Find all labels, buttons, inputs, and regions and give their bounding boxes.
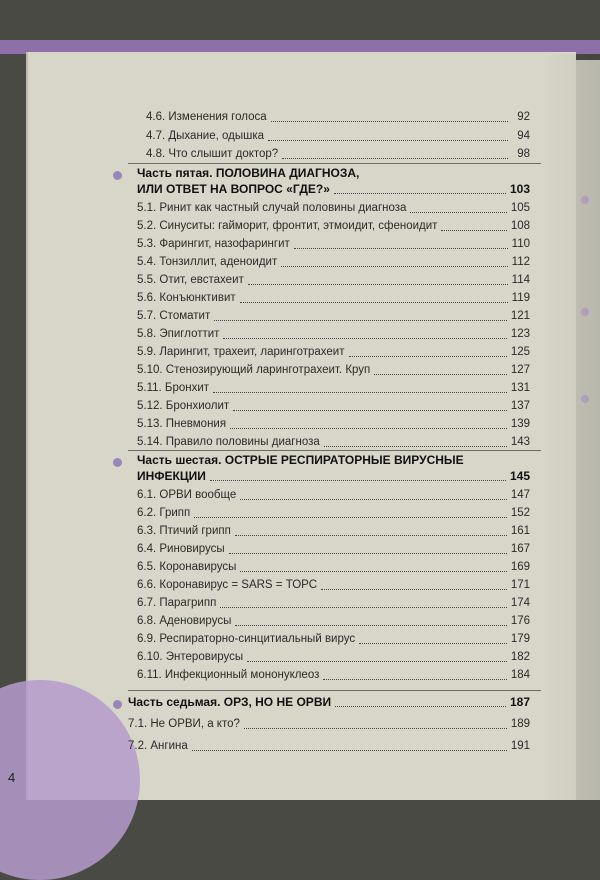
toc-entry-title: 5.3. Фарингит, назофарингит [137, 238, 290, 250]
dot-leader [235, 624, 506, 626]
toc-entry[interactable] [137, 326, 530, 342]
toc-entry-title: 6.7. Парагрипп [137, 597, 217, 609]
toc-entry[interactable] [137, 254, 530, 270]
toc-entry[interactable] [128, 738, 530, 754]
toc-entry-page: 189 [510, 718, 530, 730]
toc-entry[interactable] [146, 128, 530, 144]
dot-leader [335, 705, 506, 707]
dot-leader [194, 516, 507, 518]
section-divider [128, 163, 541, 164]
toc-entry-title: 4.8. Что слышит доктор? [146, 148, 279, 160]
toc-entry-title: 5.7. Стоматит [137, 310, 211, 322]
toc-entry-page: 112 [511, 256, 530, 268]
toc-entry-page: 123 [510, 328, 530, 340]
dot-leader [192, 749, 507, 751]
dot-leader [441, 229, 506, 231]
part-title-line: Часть шестая. ОСТРЫЕ РЕСПИРАТОРНЫЕ ВИРУСНЫЕ [137, 453, 464, 467]
toc-part[interactable] [137, 468, 530, 484]
toc-entry-page: 152 [510, 507, 530, 519]
dot-leader [230, 427, 507, 429]
toc-entry-title: 6.8. Аденовирусы [137, 615, 232, 627]
toc-entry-page: 121 [510, 310, 530, 322]
toc-entry-page: 147 [510, 489, 530, 501]
toc-entry[interactable] [137, 541, 530, 557]
dot-leader [359, 642, 507, 644]
dot-leader [223, 337, 506, 339]
toc-entry[interactable] [137, 380, 530, 396]
toc-entry-page: 131 [510, 382, 530, 394]
toc-entry[interactable] [146, 109, 530, 125]
toc-entry-title: 6.9. Респираторно-синцитиальный вирус [137, 633, 356, 645]
toc-entry-title: 5.2. Синуситы: гайморит, фронтит, этмоидит, сфеноидит [137, 220, 438, 232]
toc-entry[interactable] [137, 577, 530, 593]
toc-entry-title: 5.14. Правило половины диагноза [137, 436, 320, 448]
toc-entry-page: 171 [510, 579, 530, 591]
toc-entry[interactable] [137, 595, 530, 611]
part-page: 103 [509, 182, 530, 196]
toc-entry-page: 143 [510, 436, 530, 448]
toc-entry-title: 4.7. Дыхание, одышка [146, 130, 265, 142]
dot-leader [321, 588, 507, 590]
dot-leader [374, 373, 507, 375]
toc-entry[interactable] [137, 308, 530, 324]
toc-entry[interactable] [128, 716, 530, 732]
dot-leader [229, 552, 507, 554]
toc-entry[interactable] [137, 344, 530, 360]
dot-leader [240, 498, 507, 500]
toc-entry[interactable] [137, 487, 530, 503]
dot-leader [271, 120, 508, 122]
dot-leader [244, 727, 507, 729]
toc-entry-page: 182 [510, 651, 530, 663]
dot-leader [240, 570, 506, 572]
dot-leader [324, 445, 507, 447]
dot-leader [214, 319, 507, 321]
part-bullet [113, 458, 122, 467]
toc-entry-page: 161 [510, 525, 530, 537]
toc-entry-title: 6.5. Коронавирусы [137, 561, 237, 573]
part-bullet [113, 171, 122, 180]
toc-entry[interactable] [137, 613, 530, 629]
toc-entry[interactable] [137, 218, 530, 234]
toc-entry-page: 184 [510, 669, 530, 681]
toc-entry-title: 6.1. ОРВИ вообще [137, 489, 237, 501]
part-title-line: ИНФЕКЦИИ [137, 469, 206, 483]
toc-entry-page: 167 [510, 543, 530, 555]
part-title-line: Часть пятая. ПОЛОВИНА ДИАГНОЗА, [137, 166, 360, 180]
toc-entry-page: 98 [517, 148, 530, 160]
toc-entry-title: 5.13. Пневмония [137, 418, 227, 430]
toc-entry-page: 119 [511, 292, 530, 304]
toc-entry-title: 6.3. Птичий грипп [137, 525, 231, 537]
toc-entry-title: 6.10. Энтеровирусы [137, 651, 244, 663]
toc-entry-title: 5.4. Тонзиллит, аденоидит [137, 256, 278, 268]
toc-entry-page: 114 [511, 274, 530, 286]
toc-entry[interactable] [137, 200, 530, 216]
toc-entry-page: 125 [510, 346, 530, 358]
dot-leader [235, 534, 507, 536]
toc-entry[interactable] [137, 236, 530, 252]
toc-entry-title: 7.2. Ангина [128, 740, 188, 752]
toc-entry-page: 108 [510, 220, 530, 232]
toc-entry-title: 4.6. Изменения голоса [146, 111, 267, 123]
toc-entry-title: 5.11. Бронхит [137, 382, 210, 394]
part-title-line: ИЛИ ОТВЕТ НА ВОПРОС «ГДЕ?» [137, 182, 330, 196]
toc-entry-title: 5.8. Эпиглоттит [137, 328, 220, 340]
toc-entry-page: 176 [510, 615, 530, 627]
toc-entry[interactable] [137, 667, 530, 683]
toc-entry[interactable] [137, 523, 530, 539]
dot-leader [323, 678, 506, 680]
dot-leader [282, 157, 508, 159]
toc-entry-title: 7.1. Не ОРВИ, а кто? [128, 718, 240, 730]
toc-entry-title: 6.6. Коронавирус = SARS = ТОРС [137, 579, 318, 591]
toc-entry-title: 5.6. Конъюнктивит [137, 292, 236, 304]
dot-leader [213, 391, 507, 393]
section-divider [128, 690, 541, 691]
toc-entry-title: 5.10. Стенозирующий ларинготрахеит. Круп [137, 364, 371, 376]
part-title-line: Часть седьмая. ОРЗ, НО НЕ ОРВИ [128, 695, 332, 709]
toc-entry-page: 191 [510, 740, 530, 752]
toc-entry-title: 5.9. Ларингит, трахеит, ларинготрахеит [137, 346, 345, 358]
page-number: 4 [8, 770, 16, 785]
toc-entry-page: 127 [510, 364, 530, 376]
toc-entry-page: 92 [517, 111, 530, 123]
toc-entry-page: 137 [510, 400, 530, 412]
toc-entry-page: 179 [510, 633, 530, 645]
part-page: 145 [509, 469, 530, 483]
toc-part[interactable] [137, 181, 530, 197]
toc-entry[interactable] [137, 505, 530, 521]
toc-entry[interactable] [137, 631, 530, 647]
toc-entry[interactable] [137, 290, 530, 306]
dot-leader [220, 606, 507, 608]
toc-entry-title: 5.1. Ринит как частный случай половины диагноза [137, 202, 407, 214]
part-page: 187 [509, 695, 530, 709]
dot-leader [294, 247, 508, 249]
toc-part[interactable] [128, 694, 530, 710]
toc-entry-page: 139 [510, 418, 530, 430]
toc-entry[interactable] [137, 398, 530, 414]
toc-entry[interactable] [137, 434, 530, 450]
toc-entry-title: 6.2. Грипп [137, 507, 191, 519]
dot-leader [349, 355, 507, 357]
toc-entry-page: 169 [510, 561, 530, 573]
toc-entry[interactable] [137, 649, 530, 665]
toc-entry-title: 5.5. Отит, евстахеит [137, 274, 244, 286]
part-bullet [113, 700, 122, 709]
toc-entry-title: 5.12. Бронхиолит [137, 400, 230, 412]
dot-leader [248, 283, 508, 285]
dot-leader [247, 660, 507, 662]
toc-entry[interactable] [137, 272, 530, 288]
toc-entry-page: 110 [511, 238, 530, 250]
section-divider [128, 450, 541, 451]
dot-leader [410, 211, 506, 213]
toc-entry-page: 174 [510, 597, 530, 609]
dot-leader [334, 192, 506, 194]
toc-entry[interactable] [137, 559, 530, 575]
toc-entry[interactable] [146, 146, 530, 162]
dot-leader [240, 301, 508, 303]
dot-leader [268, 139, 508, 141]
toc-entry[interactable] [137, 416, 530, 432]
toc-entry-title: 6.4. Риновирусы [137, 543, 225, 555]
dot-leader [233, 409, 507, 411]
toc-entry-page: 105 [510, 202, 530, 214]
toc-entry[interactable] [137, 362, 530, 378]
dot-leader [210, 479, 506, 481]
toc-entry-page: 94 [517, 130, 530, 142]
toc-entry-title: 6.11. Инфекционный мононуклеоз [137, 669, 320, 681]
dot-leader [281, 265, 507, 267]
